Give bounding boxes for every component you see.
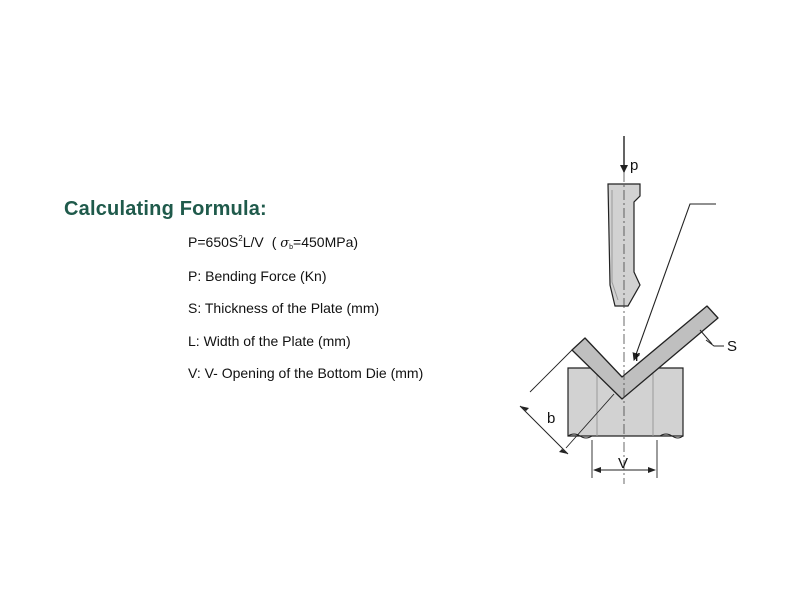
force-label: p: [630, 157, 639, 174]
formula-equals-2: =: [293, 234, 302, 250]
formula-exponent: 2: [238, 234, 243, 243]
die-opening-arrow-left: [593, 467, 601, 473]
thickness-label: S: [727, 338, 738, 355]
formula-strength-value: 450MPa): [301, 234, 359, 250]
radius-label: r: [635, 348, 640, 365]
formula-tail: L/V: [242, 234, 264, 250]
definition-die-opening: V: V- Opening of the Bottom Die (mm): [188, 365, 424, 381]
definition-width: L: Width of the Plate (mm): [188, 333, 351, 349]
sigma-subscript: b: [289, 244, 294, 251]
die-opening-arrow-right: [648, 467, 656, 473]
flange-length-dimension-line: [520, 406, 568, 454]
page-title: Calculating Formula:: [64, 198, 267, 220]
die-opening-label: V: [618, 455, 629, 472]
formula-paren-open: (: [271, 234, 277, 250]
sigma-symbol: σ: [280, 236, 290, 251]
definition-thickness: S: Thickness of the Plate (mm): [188, 300, 380, 316]
flange-length-label: b: [547, 410, 556, 427]
flange-length-extension-top: [530, 350, 572, 392]
formula-coefficient: 650S: [205, 234, 239, 250]
formula-equals: =: [197, 234, 206, 250]
thickness-tick: [700, 330, 712, 344]
definition-bending-force: P: Bending Force (Kn): [188, 268, 327, 284]
formula-lhs: P: [188, 234, 198, 250]
